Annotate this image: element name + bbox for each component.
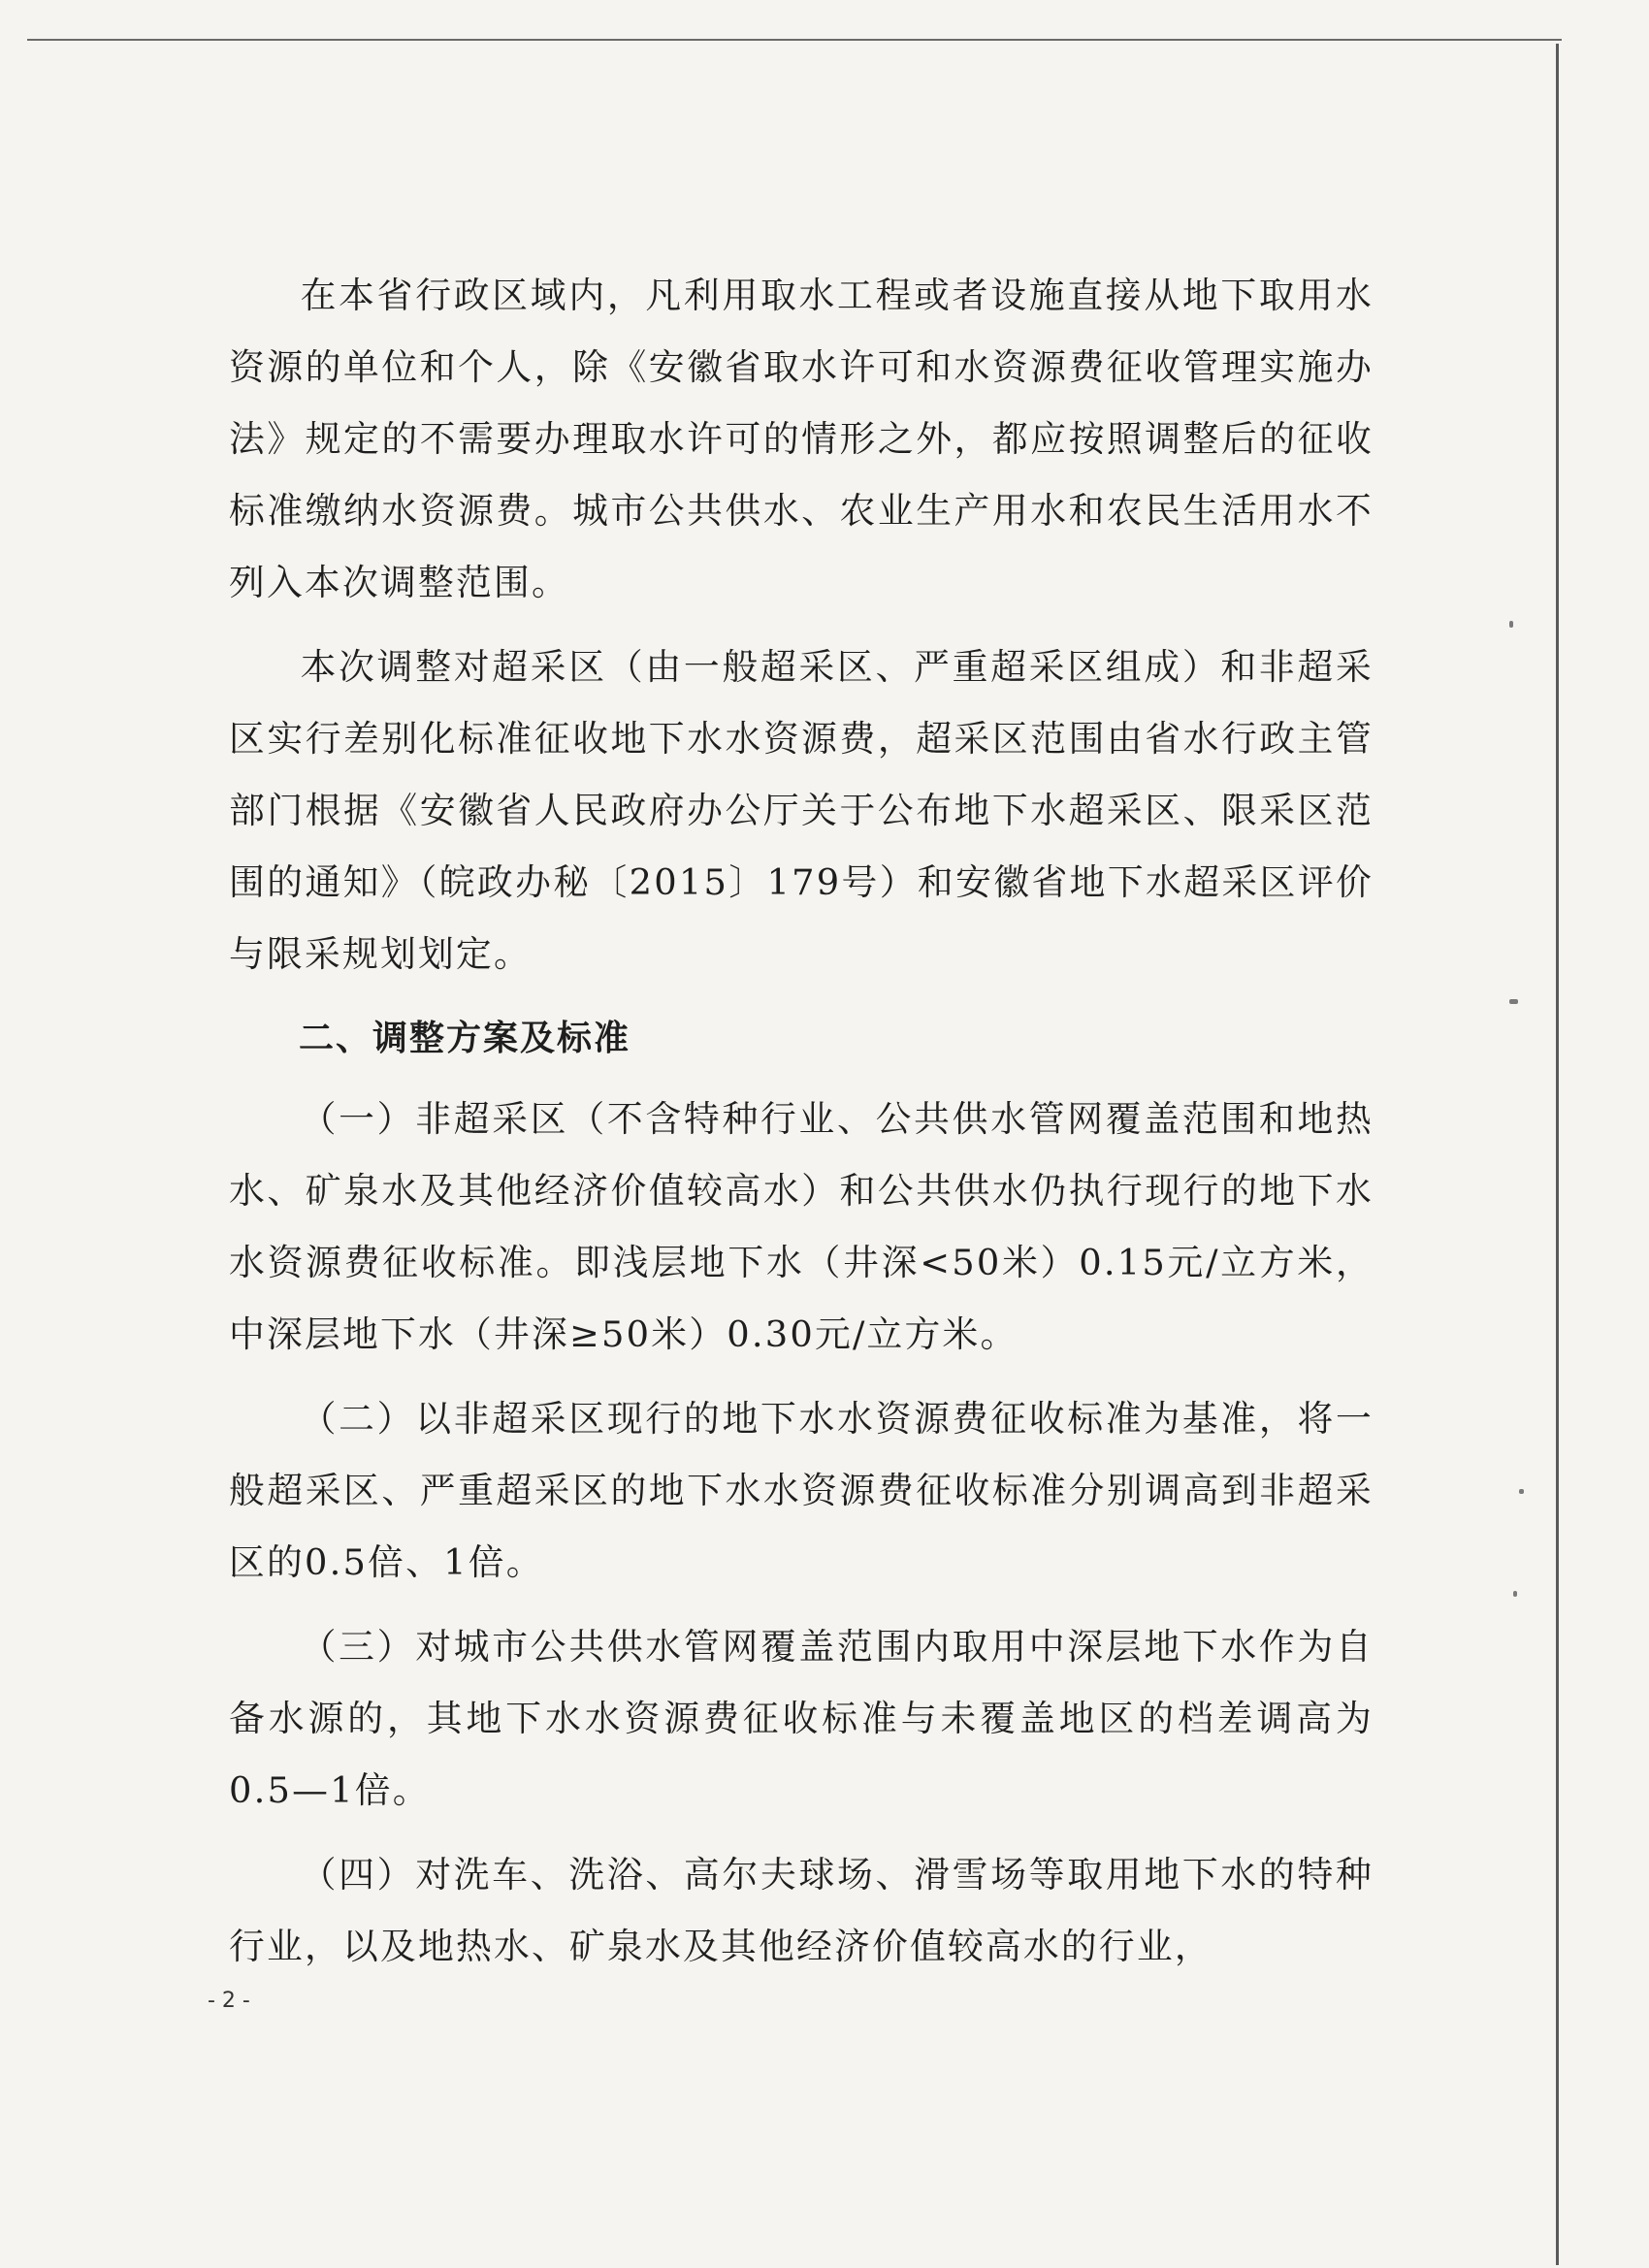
scan-speck (1509, 621, 1513, 628)
scan-right-edge (1556, 44, 1559, 2265)
scan-top-edge (27, 39, 1562, 41)
item-non-overdraft: （一）非超采区（不含特种行业、公共供水管网覆盖范围和地热水、矿泉水及其他经济价值较高水）和公共供水仍执行现行的地下水水资源费征收标准。即浅层地下水（井深<50米）0.15元/立方米，中深层地下水（井深≥50米）0.30元/立方米。 (229, 1098, 1374, 1355)
page-number: - 2 - (208, 1989, 250, 2013)
body-text (229, 260, 1374, 1995)
scan-speck (1519, 1489, 1524, 1494)
item-overdraft-rates: （二）以非超采区现行的地下水水资源费征收标准为基准，将一般超采区、严重超采区的地下水水资源费征收标准分别调高到非超采区的0.5倍、1倍。 (229, 1398, 1374, 1583)
item-self-supply: （三）对城市公共供水管网覆盖范围内取用中深层地下水作为自备水源的，其地下水水资源费征收标准与未覆盖地区的档差调高为0.5—1倍。 (229, 1626, 1374, 1811)
scan-speck (1513, 1591, 1517, 1597)
section-heading: 二、调整方案及标准 (299, 1019, 631, 1058)
item-special-industries: （四）对洗车、洗浴、高尔夫球场、滑雪场等取用地下水的特种行业，以及地热水、矿泉水及其他经济价值较高水的行业， (229, 1854, 1374, 1967)
scan-speck (1509, 999, 1518, 1004)
paragraph-differentiation: 本次调整对超采区（由一般超采区、严重超采区组成）和非超采区实行差别化标准征收地下水水资源费，超采区范围由省水行政主管部门根据《安徽省人民政府办公厅关于公布地下水超采区、限采区范围的通知》（皖政办秘〔2015〕179号）和安徽省地下水超采区评价与限采规划划定。 (229, 646, 1374, 975)
paragraph-scope: 在本省行政区域内，凡利用取水工程或者设施直接从地下取用水资源的单位和个人，除《安徽省取水许可和水资源费征收管理实施办法》规定的不需要办理取水许可的情形之外，都应按照调整后的征收标准缴纳水资源费。城市公共供水、农业生产用水和农民生活用水不列入本次调整范围。 (229, 275, 1374, 603)
